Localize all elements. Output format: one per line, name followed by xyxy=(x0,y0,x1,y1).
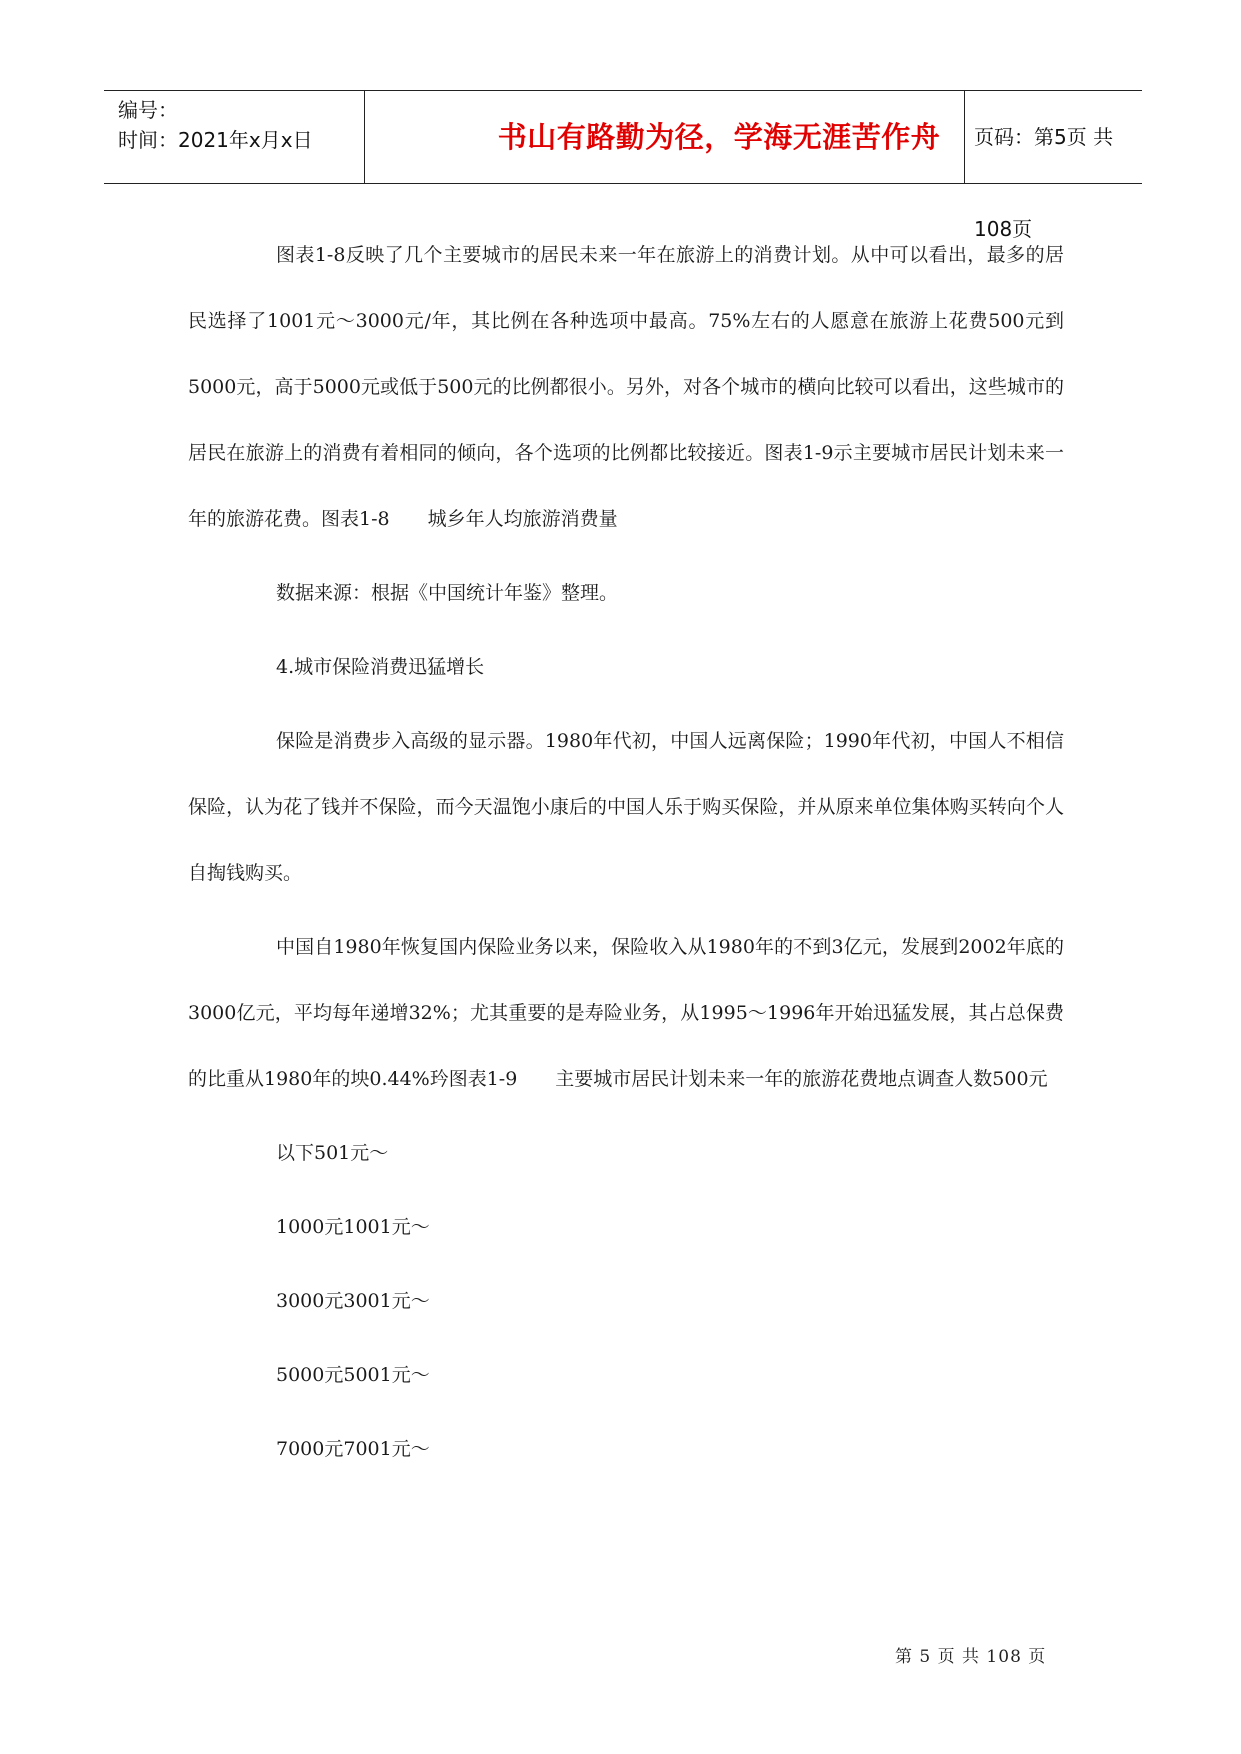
table-fragment-row: 5000元5001元～ xyxy=(276,1364,430,1386)
header-page-number: 页码：第5页 共108页 xyxy=(974,125,1114,241)
header-motto: 书山有路勤为径，学海无涯苦作舟 xyxy=(497,120,941,154)
paragraph-insurance-growth: 中国自1980年恢复国内保险业务以来，保险收入从1980年的不到3亿元，发展到2002年底的3000亿元，平均每年递增32%；尤其重要的是寿险业务，从1995～1996年开始迅猛发展，其占总保费的比重从1980年的坱0.44%玪图表1-9 主要城市居民计划未来一年的旅游花费地点调查人数500元 xyxy=(188,936,1064,1090)
document-time-label: 时间：2021年x月x日 xyxy=(118,128,313,152)
section-heading-insurance: 4.城市保险消费迅猛增长 xyxy=(276,656,485,678)
table-fragment-row: 3000元3001元～ xyxy=(276,1290,430,1312)
header-divider xyxy=(964,91,965,183)
paragraph-insurance-intro: 保险是消费步入高级的显示器。1980年代初，中国人远离保险；1990年代初，中国人不相信保险，认为花了钱并不保险，而今天温饱小康后的中国人乐于购买保险，并从原来单位集体购买转向个人自掏钱购买。 xyxy=(188,730,1064,884)
page-footer: 第 5 页 共 108 页 xyxy=(895,1647,1047,1667)
paragraph-data-source: 数据来源：根据《中国统计年鉴》整理。 xyxy=(276,582,619,604)
header-divider xyxy=(364,91,365,183)
document-number-label: 编号： xyxy=(118,98,178,122)
table-fragment-row: 1000元1001元～ xyxy=(276,1216,430,1238)
paragraph-tourism-plan: 图表1-8反映了几个主要城市的居民未来一年在旅游上的消费计划。从中可以看出，最多的居民选择了1001元～3000元/年，其比例在各种选项中最高。75%左右的人愿意在旅游上花费500元到5000元，高于5000元或低于500元的比例都很小。另外，对各个城市的横向比较可以看出，这些城市的居民在旅游上的消费有着相同的倾向，各个选项的比例都比较接近。图表1-9示主要城市居民计划未来一年的旅游花费。图表1-8 城乡年人均旅游消费量 xyxy=(188,244,1064,530)
page-header xyxy=(104,90,1142,241)
table-fragment-row: 以下501元～ xyxy=(276,1142,389,1164)
document-body xyxy=(188,222,1064,1482)
header-meta xyxy=(118,95,463,155)
table-fragment-row: 7000元7001元～ xyxy=(276,1438,430,1460)
